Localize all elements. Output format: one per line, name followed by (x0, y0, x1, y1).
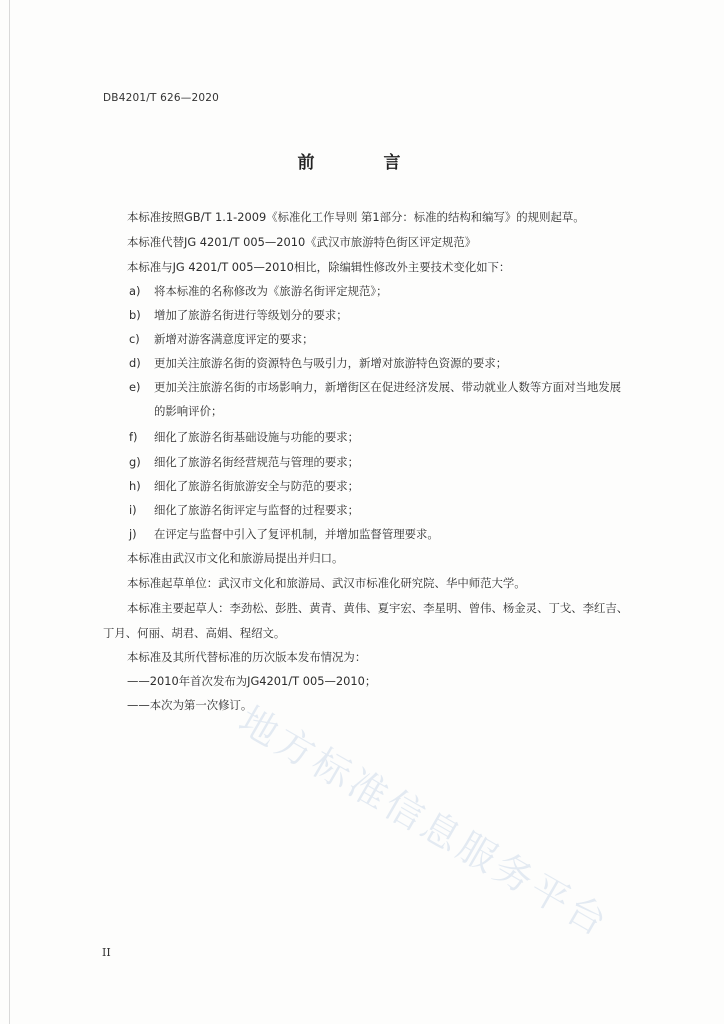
history-item: ——2010年首次发布为JG4201/T 005—2010； (127, 674, 377, 688)
intro-paragraph-2: 本标准代替JG 4201/T 005—2010《武汉市旅游特色街区评定规范》 (127, 235, 477, 249)
list-item-mark: a) (129, 284, 141, 298)
intro-paragraph-1: 本标准按照GB/T 1.1-2009《标准化工作导则 第1部分：标准的结构和编写》的规则起草。 (127, 210, 585, 224)
list-item-text: 细化了旅游名街评定与监督的过程要求； (154, 503, 360, 517)
list-item-text-continuation: 的影响评价； (154, 404, 223, 418)
watermark-text: 地方标准信息服务平台 (231, 697, 618, 946)
document-code: DB4201/T 626—2020 (103, 92, 219, 104)
list-item-text: 新增对游客满意度评定的要求； (154, 332, 314, 346)
list-item-mark: d) (129, 356, 141, 370)
history-item: ——本次为第一次修订。 (127, 698, 253, 712)
list-item-mark: j) (129, 527, 137, 541)
list-item-text: 细化了旅游名街经营规范与管理的要求； (154, 455, 360, 469)
list-item-mark: h) (129, 479, 141, 493)
proposer-paragraph: 本标准由武汉市文化和旅游局提出并归口。 (127, 551, 344, 565)
list-item-text: 细化了旅游名街旅游安全与防范的要求； (154, 479, 360, 493)
list-item-mark: c) (129, 332, 140, 346)
list-item-mark: b) (129, 308, 141, 322)
list-item-text: 增加了旅游名街进行等级划分的要求； (154, 308, 348, 322)
list-item-text: 细化了旅游名街基础设施与功能的要求； (154, 430, 360, 444)
history-intro-paragraph: 本标准及其所代替标准的历次版本发布情况为： (127, 650, 367, 664)
page-number: II (102, 946, 111, 959)
list-item-text: 将本标准的名称修改为《旅游名街评定规范》； (154, 284, 388, 298)
page-title: 前 言 (297, 153, 427, 173)
list-item-mark: g) (129, 455, 141, 469)
list-item-mark: i) (129, 503, 137, 517)
list-item-text: 更加关注旅游名街的市场影响力，新增街区在促进经济发展、带动就业人数等方面对当地发展 (154, 380, 622, 394)
drafters-paragraph-continuation: 丁月、何丽、胡君、高娟、程绍文。 (103, 626, 286, 640)
list-item-text: 更加关注旅游名街的资源特色与吸引力，新增对旅游特色资源的要求； (154, 356, 508, 370)
intro-paragraph-3: 本标准与JG 4201/T 005—2010相比，除编辑性修改外主要技术变化如下： (127, 260, 511, 274)
list-item-mark: e) (129, 380, 141, 394)
list-item-mark: f) (129, 430, 138, 444)
drafters-paragraph: 本标准主要起草人：李劲松、彭胜、黄青、黄伟、夏宇宏、李星明、曾伟、杨金灵、丁戈、李红吉、 (127, 601, 629, 615)
drafting-units-paragraph: 本标准起草单位：武汉市文化和旅游局、武汉市标准化研究院、华中师范大学。 (127, 576, 526, 590)
list-item-text: 在评定与监督中引入了复评机制，并增加监督管理要求。 (154, 527, 439, 541)
